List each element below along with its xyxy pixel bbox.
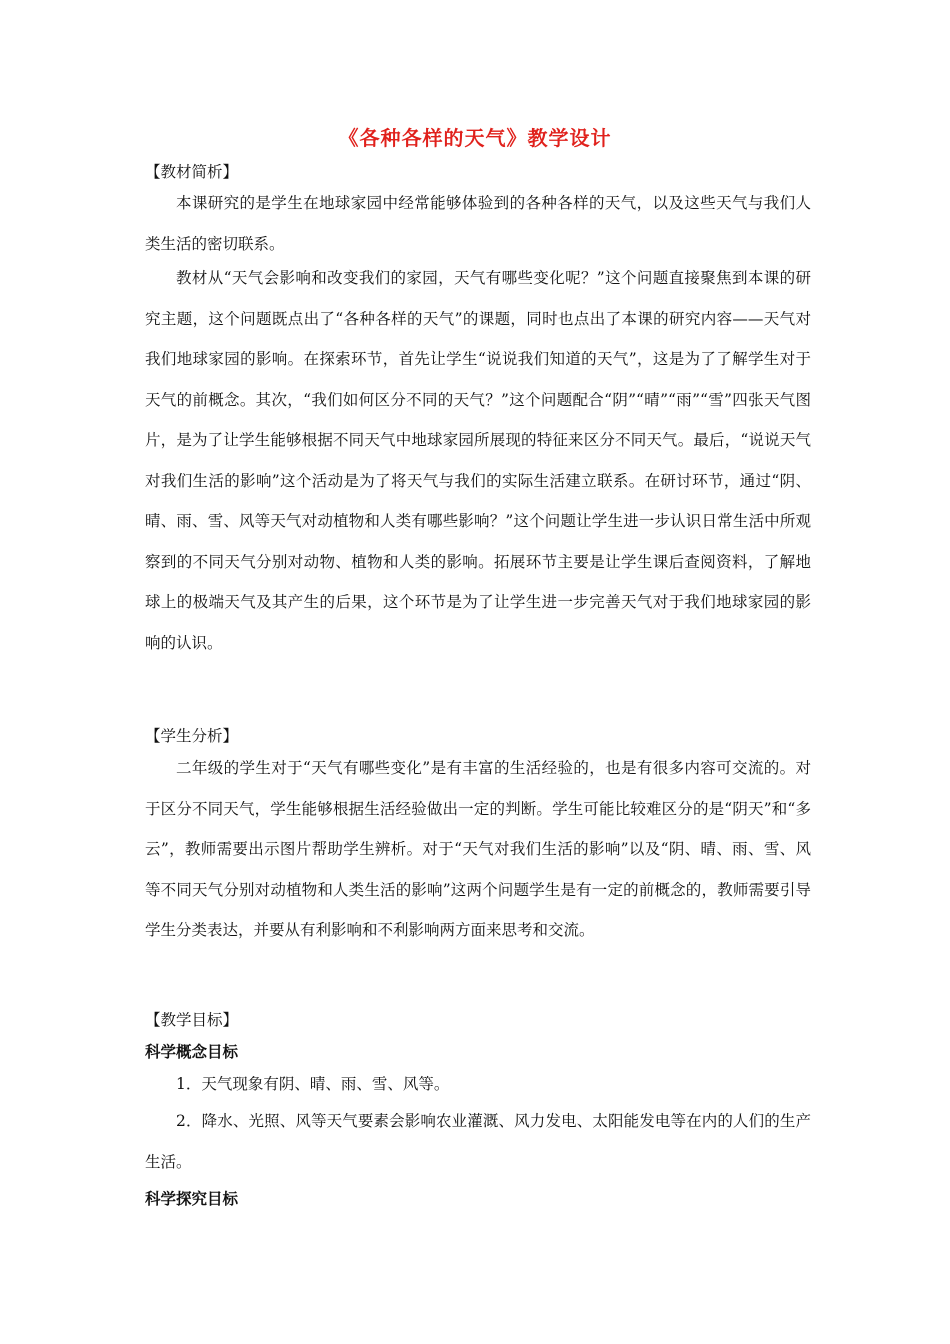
document-title: 《各种各样的天气》教学设计 [338,126,612,150]
subheading-science-concept-goals: 科学概念目标 [145,1043,239,1061]
section-heading-textbook-analysis: 【教材简析】 [145,163,239,181]
goal-item-1: 1．天气现象有阴、晴、雨、雪、风等。 [176,1075,450,1093]
section-heading-student-analysis: 【学生分析】 [145,727,239,745]
paragraph-student-analysis: 二年级的学生对于“天气有哪些变化”是有丰富的生活经验的，也是有很多内容可交流的。对于区分不同天气，学生能够根据生活经验做出一定的判断。学生可能比较难区分的是“阴天”和“多云”，教师需要出示图片帮助学生辨析。对于“天气对我们生活的影响”以及“阴、晴、雨、雪、风等不同天气分别对动植物和人类生活的影响”这两个问题学生是有一定的前概念的，教师需要引导学生分类表达，并要从有利影响和不利影响两方面来思考和交流。 [145,759,811,939]
section-heading-teaching-goals: 【教学目标】 [145,1011,239,1029]
goal-item-2: 2．降水、光照、风等天气要素会影响农业灌溉、风力发电、太阳能发电等在内的人们的生产生活。 [145,1112,811,1171]
paragraph-textbook-intro: 本课研究的是学生在地球家园中经常能够体验到的各种各样的天气，以及这些天气与我们人类生活的密切联系。 [145,194,811,253]
subheading-science-inquiry-goals: 科学探究目标 [145,1190,239,1208]
paragraph-textbook-detail: 教材从“天气会影响和改变我们的家园，天气有哪些变化呢？”这个问题直接聚焦到本课的研究主题，这个问题既点出了“各种各样的天气”的课题，同时也点出了本课的研究内容——天气对我们地球家园的影响。在探索环节，首先让学生“说说我们知道的天气”，这是为了了解学生对于天气的前概念。其次，“我们如何区分不同的天气？”这个问题配合“阴”“晴”“雨”“雪”四张天气图片，是为了让学生能够根据不同天气中地球家园所展现的特征来区分不同天气。最后，“说说天气对我们生活的影响”这个活动是为了将天气与我们的实际生活建立联系。在研讨环节，通过“阴、晴、雨、雪、风等天气对动植物和人类有哪些影响？”这个问题让学生进一步认识日常生活中所观察到的不同天气分别对动物、植物和人类的影响。拓展环节主要是让学生课后查阅资料，了解地球上的极端天气及其产生的后果，这个环节是为了让学生进一步完善天气对于我们地球家园的影响的认识。 [145,269,811,652]
